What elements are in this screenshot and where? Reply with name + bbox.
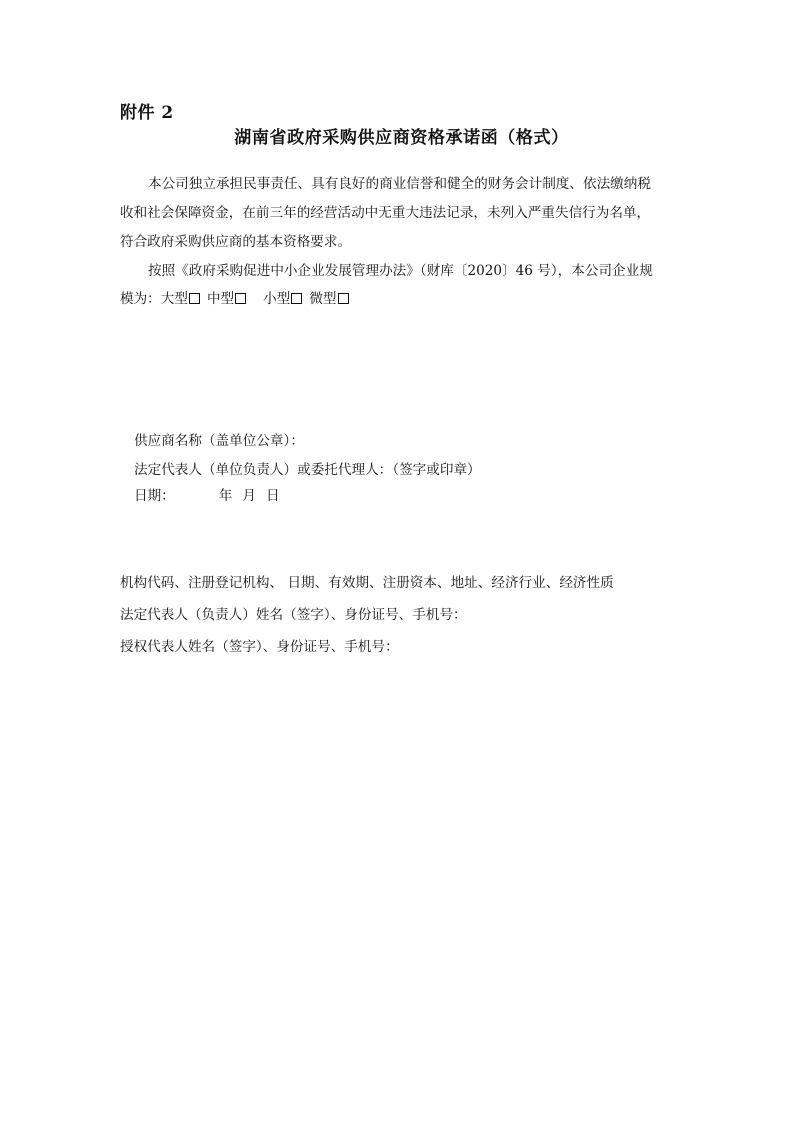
size-label-large: 大型: [160, 291, 188, 307]
checkbox-micro[interactable]: [338, 293, 349, 304]
notes-line-3: 授权代表人姓名（签字）、身份证号、手机号：: [120, 639, 399, 655]
checkbox-small[interactable]: [291, 293, 302, 304]
paragraph-1-line-3: 符合政府采购供应商的基本资格要求。: [120, 234, 352, 250]
paragraph-1-line-1: 本公司独立承担民事责任、具有良好的商业信誉和健全的财务会计制度、依法缴纳税: [148, 176, 651, 192]
checkbox-medium[interactable]: [235, 293, 246, 304]
date-label: 日期：: [134, 488, 175, 504]
size-label-micro: 微型: [309, 291, 337, 307]
document-title: 湖南省政府采购供应商资格承诺函（格式）: [234, 128, 569, 148]
attachment-label: 附件 2: [120, 103, 174, 123]
paragraph-1-line-2: 收和社会保障资金，在前三年的经营活动中无重大违法记录，未列入严重失信行为名单，: [120, 205, 651, 221]
enterprise-size-options: [120, 287, 356, 307]
notes-line-2: 法定代表人（负责人）姓名（签字）、身份证号、手机号：: [120, 607, 467, 623]
size-option-small[interactable]: [263, 291, 306, 307]
size-option-large[interactable]: [161, 291, 204, 307]
representative-line: 法定代表人（单位负责人）或委托代理人：（签字或印章）: [134, 462, 481, 478]
size-option-medium[interactable]: [207, 291, 250, 307]
date-month: 月: [242, 488, 256, 504]
size-option-micro[interactable]: [309, 291, 352, 307]
date-year: 年: [218, 488, 233, 504]
paragraph-2-line-1: 按照《政府采购促进中小企业发展管理办法》（财库〔2020〕46 号），本公司企业规: [148, 263, 653, 279]
size-label-small: 小型: [263, 291, 291, 307]
supplier-name-line: 供应商名称（盖单位公章）：: [134, 433, 304, 449]
date-line: [134, 484, 280, 504]
notes-line-1: 机构代码、注册登记机构、 日期、有效期、注册资本、地址、经济行业、经济性质: [120, 575, 614, 591]
size-label-medium: 中型: [206, 291, 235, 307]
checkbox-large[interactable]: [189, 293, 200, 304]
date-day: 日: [265, 488, 280, 504]
size-prefix: 模为：: [120, 291, 161, 307]
